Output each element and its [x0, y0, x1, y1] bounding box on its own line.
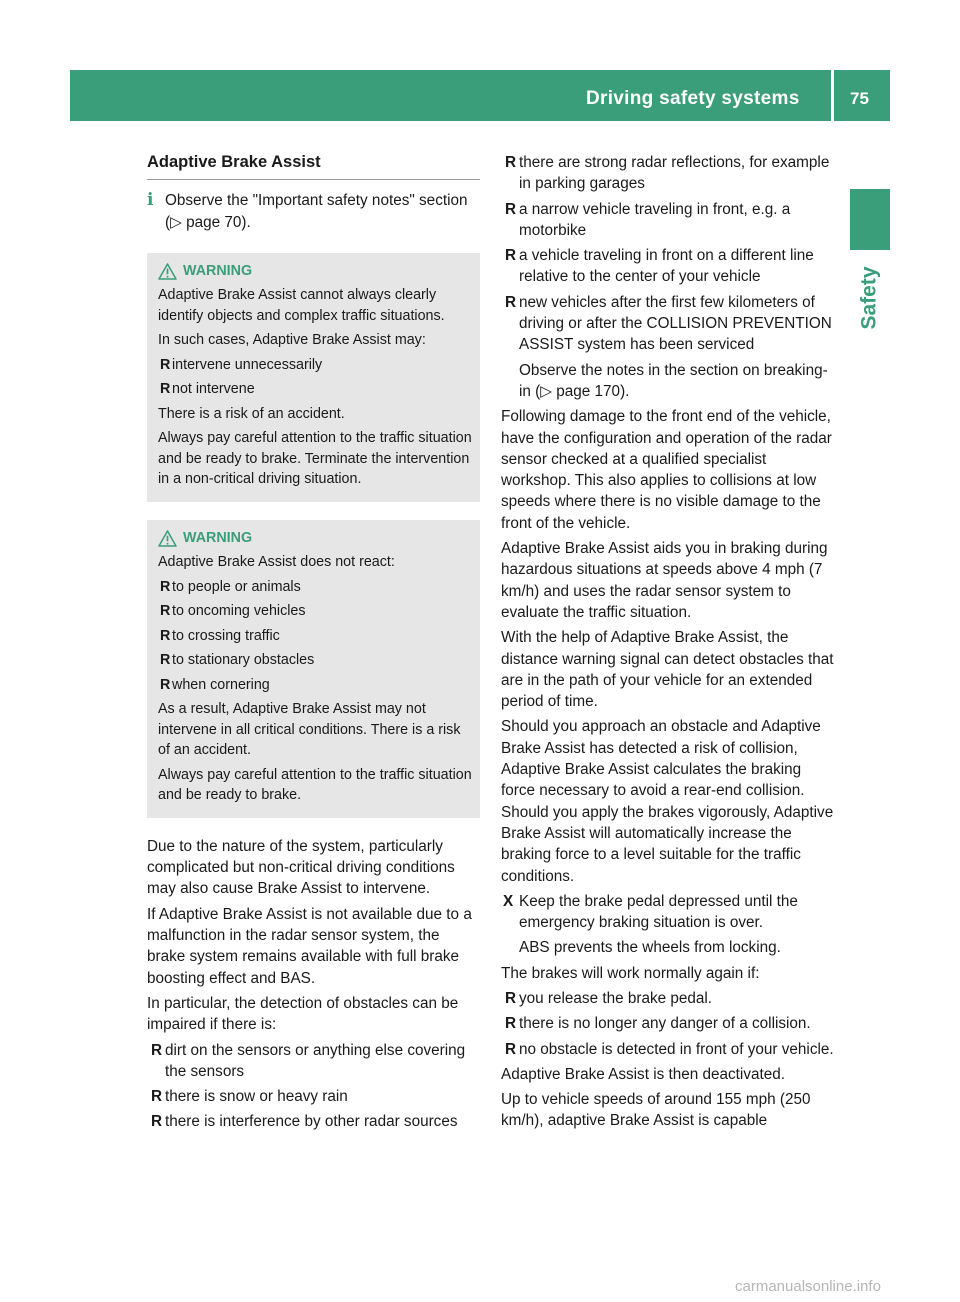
bullet-list — [501, 988, 835, 1060]
side-tab-label: Safety — [858, 266, 881, 330]
step-marker: X — [503, 892, 514, 910]
right-column — [501, 152, 835, 1136]
list-item: R no obstacle is detected in front of your vehicle. — [505, 1040, 834, 1058]
warning-text: In such cases, Adaptive Brake Assist may: — [158, 332, 426, 349]
info-text[interactable]: Observe the "Important safety notes" section (▷ page 70). — [165, 192, 468, 231]
warning-heading: WARNING — [158, 528, 472, 549]
page-number: 75 — [850, 89, 869, 108]
list-item: R when cornering — [160, 676, 270, 693]
list-item: R there is no longer any danger of a collision. — [505, 1015, 811, 1033]
list-item: R a narrow vehicle traveling in front, e.g. a motorbike — [505, 200, 791, 239]
body-paragraph: With the help of Adaptive Brake Assist, the distance warning signal can detect obstacles that are in the path of your vehicle for an extended period of time. — [501, 629, 834, 711]
list-item: R there is interference by other radar sources — [151, 1113, 458, 1131]
warning-box-2 — [147, 520, 480, 818]
warning-list — [158, 577, 472, 696]
warning-triangle-icon — [158, 530, 177, 547]
header-divider — [831, 70, 834, 121]
bullet-list — [147, 1040, 480, 1133]
side-tab-box — [850, 189, 890, 250]
section-title: Adaptive Brake Assist — [147, 152, 480, 180]
list-item: R to crossing traffic — [160, 627, 280, 644]
warning-box-1 — [147, 253, 480, 502]
warning-text: Adaptive Brake Assist cannot always clearly identify objects and complex traffic situations. — [158, 287, 445, 324]
warning-text: Adaptive Brake Assist does not react: — [158, 554, 395, 571]
list-item: R there is snow or heavy rain — [151, 1088, 348, 1106]
warning-text: As a result, Adaptive Brake Assist may not intervene in all critical conditions. There is a risk of an accident. — [158, 701, 461, 759]
bullet-list — [501, 152, 835, 356]
warning-heading: WARNING — [158, 261, 472, 282]
list-item: R to people or animals — [160, 578, 301, 595]
body-paragraph: Due to the nature of the system, particularly complicated but non-critical driving conditions may also cause Brake Assist to intervene. — [147, 837, 455, 898]
watermark: carmanualsonline.info — [735, 1278, 881, 1295]
body-paragraph: Adaptive Brake Assist aids you in braking during hazardous situations at speeds above 4 mph (7 km/h) and uses the radar sensor system to evaluate the traffic situation. — [501, 540, 828, 621]
warning-text: Always pay careful attention to the traffic situation and be ready to brake. — [158, 766, 472, 804]
warning-triangle-icon — [158, 263, 177, 280]
info-note — [147, 190, 480, 233]
list-item: R to stationary obstacles — [160, 652, 315, 669]
list-item: R new vehicles after the first few kilometers of driving or after the COLLISION PREVENTION ASSIST system has been serviced — [505, 293, 832, 354]
list-item: R intervene unnecessarily — [160, 356, 323, 373]
list-item: R to oncoming vehicles — [160, 603, 306, 620]
breakin-note[interactable]: Observe the notes in the section on breaking-in (▷ page 170). — [519, 361, 828, 400]
body-paragraph: Following damage to the front end of the vehicle, have the configuration and operation of the radar sensor checked at a qualified specialist workshop. This also applies to collisions at low speeds where there is no visible damage to the front of the vehicle. — [501, 408, 832, 532]
list-item: R you release the brake pedal. — [505, 989, 713, 1007]
body-paragraph: Up to vehicle speeds of around 155 mph (250 km/h), adaptive Brake Assist is capable — [501, 1091, 811, 1130]
warning-text: There is a risk of an accident. — [158, 405, 345, 422]
list-item: R dirt on the sensors or anything else covering the sensors — [151, 1041, 466, 1080]
list-item: R a vehicle traveling in front on a different line relative to the center of your vehicle — [505, 247, 814, 286]
section-header-title: Driving safety systems — [586, 88, 800, 109]
instruction-step: X Keep the brake pedal depressed until the emergency braking situation is over. — [503, 892, 798, 932]
list-item: R there are strong radar reflections, for example in parking garages — [505, 154, 830, 193]
body-paragraph: Should you approach an obstacle and Adaptive Brake Assist has detected a risk of collision, Adaptive Brake Assist calculates the braking force necessary to avoid a rear-end collision. Should you apply the brakes vigorously, Adaptive Brake Assist will automatically increase the braking force to a level suitable for the traffic conditions. — [501, 718, 834, 885]
body-paragraph: If Adaptive Brake Assist is not available due to a malfunction in the radar sensor system, the brake system remains available with full brake boosting effect and BAS. — [147, 905, 472, 987]
body-paragraph: The brakes will work normally again if: — [501, 964, 760, 982]
warning-list — [158, 355, 472, 400]
list-item: R not intervene — [160, 381, 255, 398]
step-result: ABS prevents the wheels from locking. — [519, 939, 781, 957]
info-icon: i — [147, 190, 154, 211]
body-paragraph: Adaptive Brake Assist is then deactivated. — [501, 1065, 786, 1083]
warning-text: Always pay careful attention to the traffic situation and be ready to brake. Terminate the intervention in a non-critical driving situation. — [158, 430, 472, 488]
left-column — [147, 152, 480, 1137]
body-paragraph: In particular, the detection of obstacles can be impaired if there is: — [147, 994, 459, 1034]
